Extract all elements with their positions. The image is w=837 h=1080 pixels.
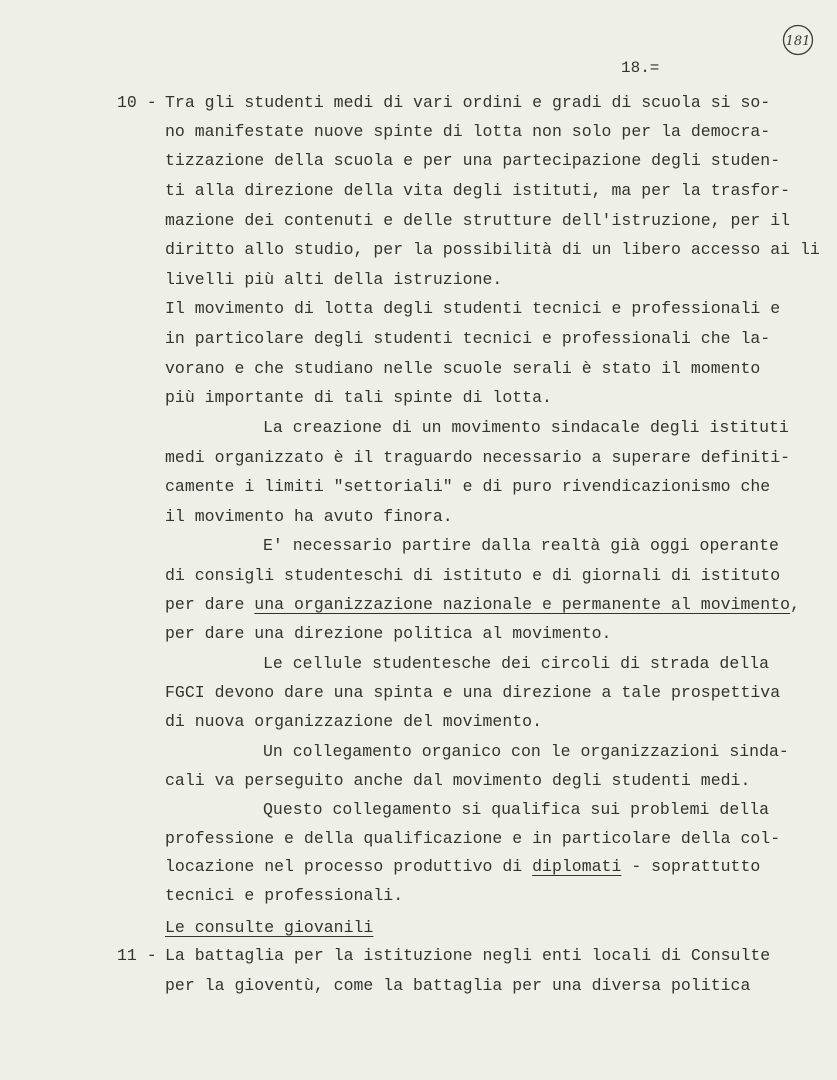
text-fragment: ,: [790, 595, 800, 614]
text-line: La battaglia per la istituzione negli enti locali di Consulte: [165, 946, 771, 965]
text-line: camente i limiti "settoriali" e di puro rivendicazionismo che: [165, 477, 771, 496]
text-line: di consigli studenteschi di istituto e di giornali di istituto: [165, 566, 781, 585]
page-number: 18.=: [621, 59, 660, 77]
underlined-word: diplomati: [532, 857, 622, 876]
text-line: Il movimento di lotta degli studenti tecnici e professionali e: [165, 299, 781, 318]
text-line: vorano e che studiano nelle scuole serali è stato il momento: [165, 359, 761, 378]
text-fragment: - soprattutto: [621, 857, 761, 876]
text-fragment: per dare: [165, 595, 255, 614]
text-line: diritto allo studio, per la possibilità di un libero accesso ai li: [165, 240, 820, 259]
stamp-number: 181: [785, 34, 811, 49]
section-heading: Le consulte giovanili: [165, 918, 374, 937]
text-line: il movimento ha avuto finora.: [165, 507, 453, 526]
text-line: di nuova organizzazione del movimento.: [165, 712, 543, 731]
text-line: per la gioventù, come la battaglia per una diversa politica: [165, 976, 751, 995]
text-line: tecnici e professionali.: [165, 886, 404, 905]
text-line: livelli più alti della istruzione.: [165, 270, 503, 289]
text-line: medi organizzato è il traguardo necessario a superare definiti-: [165, 448, 791, 467]
text-line: Questo collegamento si qualifica sui problemi della: [263, 800, 770, 819]
text-line-with-underline: [165, 857, 760, 877]
text-line: Le cellule studentesche dei circoli di strada della: [263, 654, 770, 673]
text-line-with-underline: [165, 595, 800, 615]
text-line: E' necessario partire dalla realtà già oggi operante: [263, 536, 779, 555]
text-line: per dare una direzione politica al movimento.: [165, 624, 612, 643]
text-line: professione e della qualificazione e in particolare della col-: [165, 829, 781, 848]
text-line: Un collegamento organico con le organizzazioni sinda-: [263, 742, 789, 761]
text-line: ti alla direzione della vita degli istituti, ma per la trasfor-: [165, 181, 791, 200]
text-line: FGCI devono dare una spinta e una direzione a tale prospettiva: [165, 683, 781, 702]
text-line: no manifestate nuove spinte di lotta non solo per la democra-: [165, 122, 771, 141]
underlined-phrase: una organizzazione nazionale e permanente al movimento: [254, 595, 791, 614]
text-line: Tra gli studenti medi di vari ordini e gradi di scuola si so-: [165, 93, 771, 112]
archive-stamp: [782, 24, 814, 56]
text-line: cali va perseguito anche dal movimento degli studenti medi.: [165, 771, 751, 790]
text-fragment: locazione nel processo produttivo di: [165, 857, 533, 876]
text-line: in particolare degli studenti tecnici e professionali che la-: [165, 329, 771, 348]
text-line: mazione dei contenuti e delle strutture dell'istruzione, per il: [165, 211, 791, 230]
text-line: La creazione di un movimento sindacale degli istituti: [263, 418, 789, 437]
text-line: più importante di tali spinte di lotta.: [165, 388, 552, 407]
text-line: tizzazione della scuola e per una partecipazione degli studen-: [165, 151, 781, 170]
section-number-10: 10 -: [117, 93, 157, 112]
section-number-11: 11 -: [117, 946, 157, 965]
